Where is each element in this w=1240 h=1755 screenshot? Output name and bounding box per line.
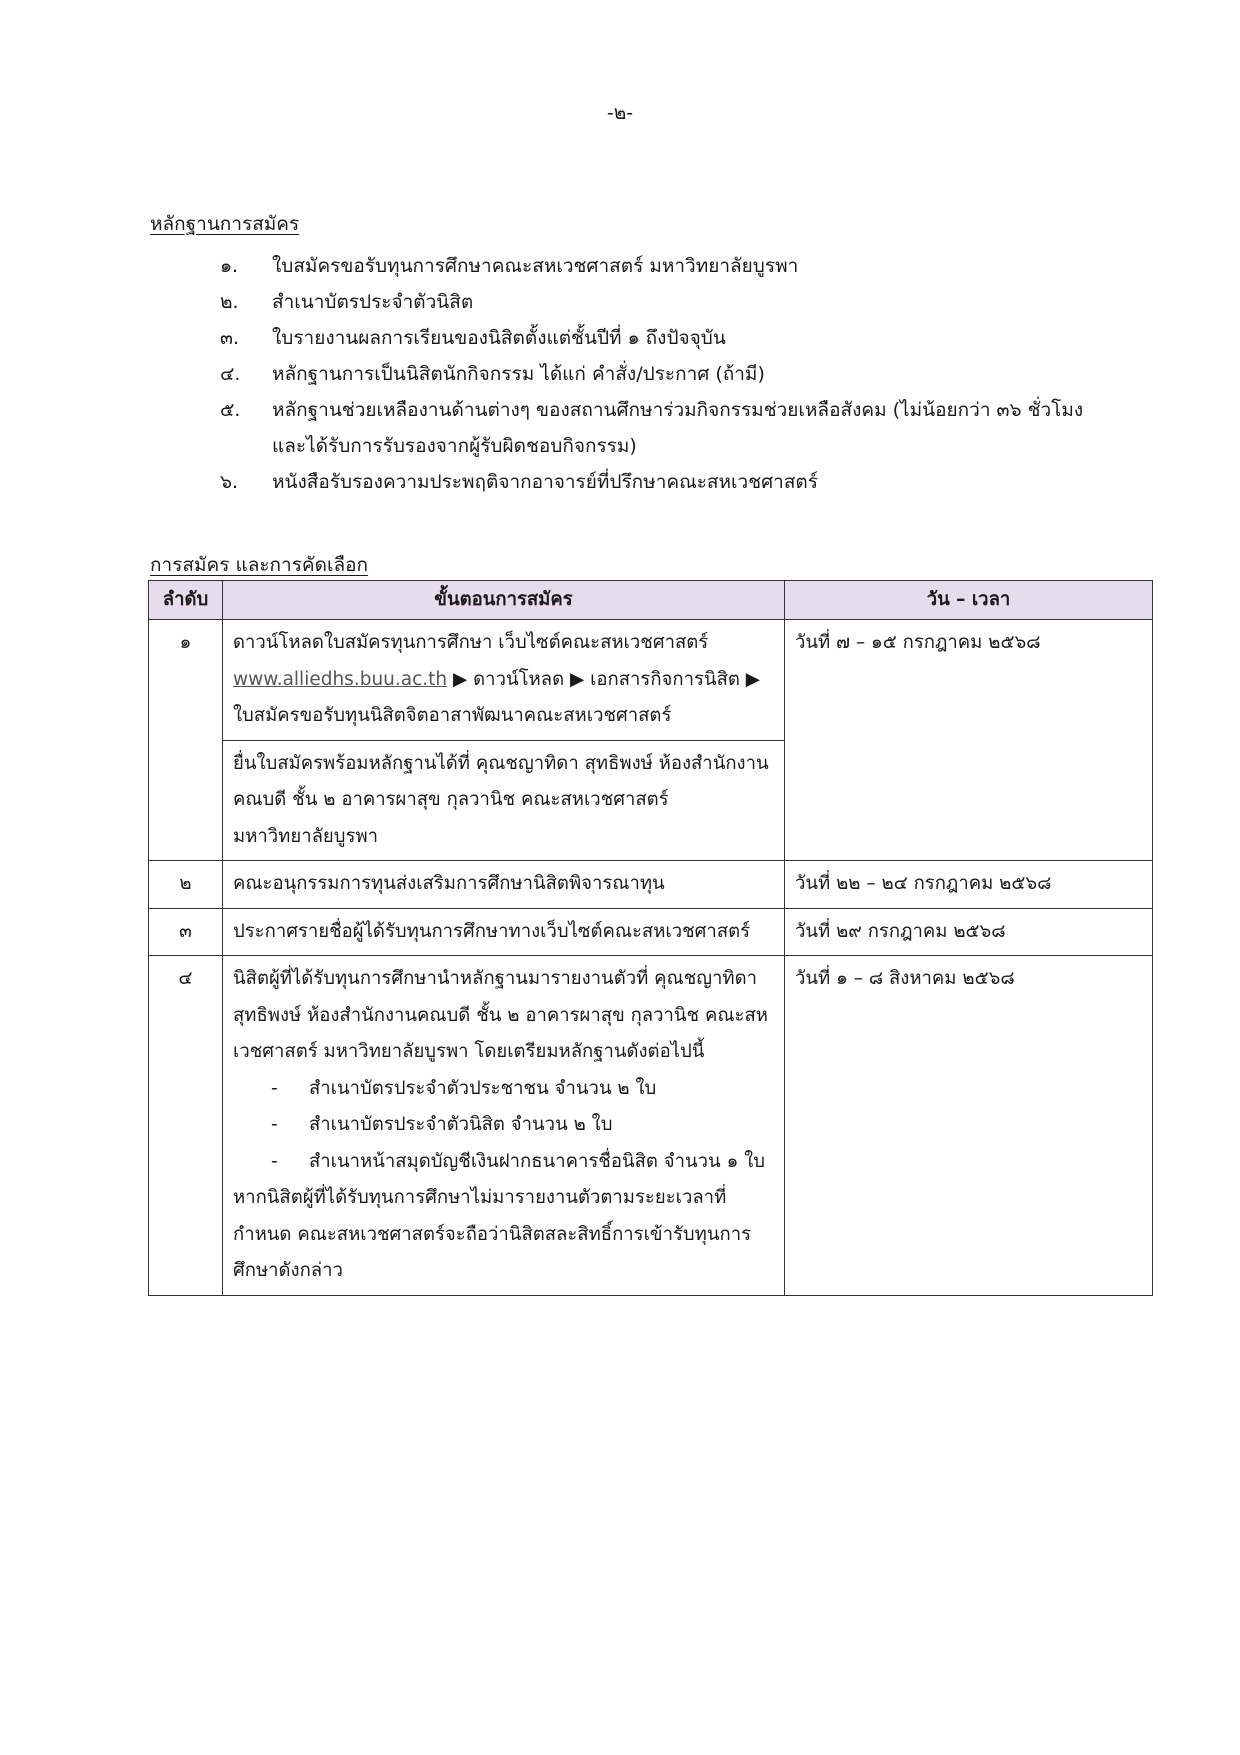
header-step: ขั้นตอนการสมัคร [223, 581, 785, 620]
evidence-item-number: ๓. [220, 327, 240, 349]
row-order: ๓ [149, 908, 223, 956]
required-document-text: สำเนาบัตรประจำตัวนิสิต จำนวน ๒ ใบ [309, 1114, 613, 1135]
selection-table [148, 580, 1153, 1296]
evidence-item [220, 356, 1100, 392]
report-note: หากนิสิตผู้ที่ได้รับทุนการศึกษาไม่มารายงานตัวตามระยะเวลาที่กำหนด คณะสหเวชศาสตร์จะถือว่านิสิตสละสิทธิ์การเข้ารับทุนการศึกษาดังกล่าว [233, 1187, 752, 1281]
bullet-dash: - [271, 1077, 278, 1099]
row-order: ๒ [149, 861, 223, 909]
path-student-affairs: เอกสารกิจการนิสิต [590, 668, 740, 690]
evidence-item-number: ๒. [220, 291, 239, 313]
evidence-item-text: ใบรายงานผลการเรียนของนิสิตตั้งแต่ชั้นปีที่ ๑ ถึงปัจจุบัน [272, 327, 726, 349]
required-document-item [233, 1144, 774, 1181]
row-step-report [223, 956, 785, 1296]
evidence-item-number: ๔. [220, 363, 241, 385]
path-application-form: ใบสมัครขอรับทุนนิสิตจิตอาสาพัฒนาคณะสหเวชศาสตร์ [233, 705, 672, 726]
row-order: ๔ [149, 956, 223, 1296]
arrow-right-icon: ▶ [745, 668, 761, 690]
step-text: ดาวน์โหลดใบสมัครทุนการศึกษา เว็บไซต์คณะสหเวชศาสตร์ [233, 632, 709, 653]
required-document-text: สำเนาบัตรประจำตัวประชาชน จำนวน ๒ ใบ [309, 1077, 657, 1099]
evidence-section-title: หลักฐานการสมัคร [150, 213, 300, 235]
table-header-row [149, 581, 1153, 620]
evidence-item-text: หนังสือรับรองความประพฤติจากอาจารย์ที่ปรึกษาคณะสหเวชศาสตร์ [272, 471, 818, 493]
arrow-right-icon: ▶ [569, 668, 585, 690]
row-date: วันที่ ๒๒ – ๒๔ กรกฎาคม ๒๕๖๘ [785, 861, 1153, 909]
row-step-submit: ยื่นใบสมัครพร้อมหลักฐานได้ที่ คุณชญาทิดา สุทธิพงษ์ ห้องสำนักงานคณบดี ชั้น ๒ อาคารผาสุข กุลวานิช คณะสหเวชศาสตร์ มหาวิทยาลัยบูรพา [223, 740, 785, 861]
table-row [149, 908, 1153, 956]
selection-section-title: การสมัคร และการคัดเลือก [150, 554, 369, 576]
row-order: ๑ [149, 620, 223, 861]
evidence-item-text: หลักฐานช่วยเหลืองานด้านต่างๆ ของสถานศึกษาร่วมกิจกรรมช่วยเหลือสังคม (ไม่น้อยกว่า ๓๖ ชั่วโมง และได้รับการรับรองจากผู้รับผิดชอบกิจกรรม) [272, 399, 1084, 457]
row-step-download [223, 620, 785, 741]
header-date: วัน – เวลา [785, 581, 1153, 620]
required-document-item [233, 1071, 774, 1108]
required-document-text: สำเนาหน้าสมุดบัญชีเงินฝากธนาคารชื่อนิสิต จำนวน ๑ ใบ [309, 1150, 765, 1172]
page-number: -๒- [606, 102, 634, 124]
table-row [149, 956, 1153, 1296]
report-intro: นิสิตผู้ที่ได้รับทุนการศึกษานำหลักฐานมารายงานตัวที่ คุณชญาทิดา สุทธิพงษ์ ห้องสำนักงานคณบดี ชั้น ๒ อาคารผาสุข กุลวานิช คณะสหเวชศาสตร์ มหาวิทยาลัยบูรพา โดยเตรียมหลักฐานดังต่อไปนี้ [233, 968, 768, 1062]
row-step: คณะอนุกรรมการทุนส่งเสริมการศึกษานิสิตพิจารณาทุน [223, 861, 785, 909]
evidence-item-number: ๕. [220, 399, 241, 421]
evidence-item [220, 464, 1100, 500]
evidence-item-text: ใบสมัครขอรับทุนการศึกษาคณะสหเวชศาสตร์ มหาวิทยาลัยบูรพา [272, 255, 799, 277]
arrow-right-icon: ▶ [453, 668, 468, 690]
evidence-item [220, 248, 1100, 284]
bullet-dash: - [271, 1114, 278, 1135]
evidence-item-number: ๑. [220, 255, 239, 277]
evidence-item-text: หลักฐานการเป็นนิสิตนักกิจกรรม ได้แก่ คำสั่ง/ประกาศ (ถ้ามี) [272, 363, 765, 385]
row-date: วันที่ ๗ – ๑๕ กรกฎาคม ๒๕๖๘ [785, 620, 1153, 861]
row-date: วันที่ ๒๙ กรกฎาคม ๒๕๖๘ [785, 908, 1153, 956]
bullet-dash: - [271, 1150, 278, 1172]
evidence-item [220, 392, 1100, 464]
evidence-item [220, 284, 1100, 320]
table-row [149, 620, 1153, 741]
row-date: วันที่ ๑ – ๘ สิงหาคม ๒๕๖๘ [785, 956, 1153, 1296]
required-document-item [233, 1107, 774, 1144]
table-row [149, 861, 1153, 909]
website-link[interactable]: www.alliedhs.buu.ac.th [233, 668, 448, 690]
row-step: ประกาศรายชื่อผู้ได้รับทุนการศึกษาทางเว็บไซต์คณะสหเวชศาสตร์ [223, 908, 785, 956]
path-download: ดาวน์โหลด [473, 668, 565, 690]
evidence-item-number: ๖. [220, 471, 239, 493]
evidence-item-text: สำเนาบัตรประจำตัวนิสิต [272, 291, 474, 313]
header-order: ลำดับ [149, 581, 223, 620]
evidence-item [220, 320, 1100, 356]
evidence-list [220, 248, 1100, 500]
